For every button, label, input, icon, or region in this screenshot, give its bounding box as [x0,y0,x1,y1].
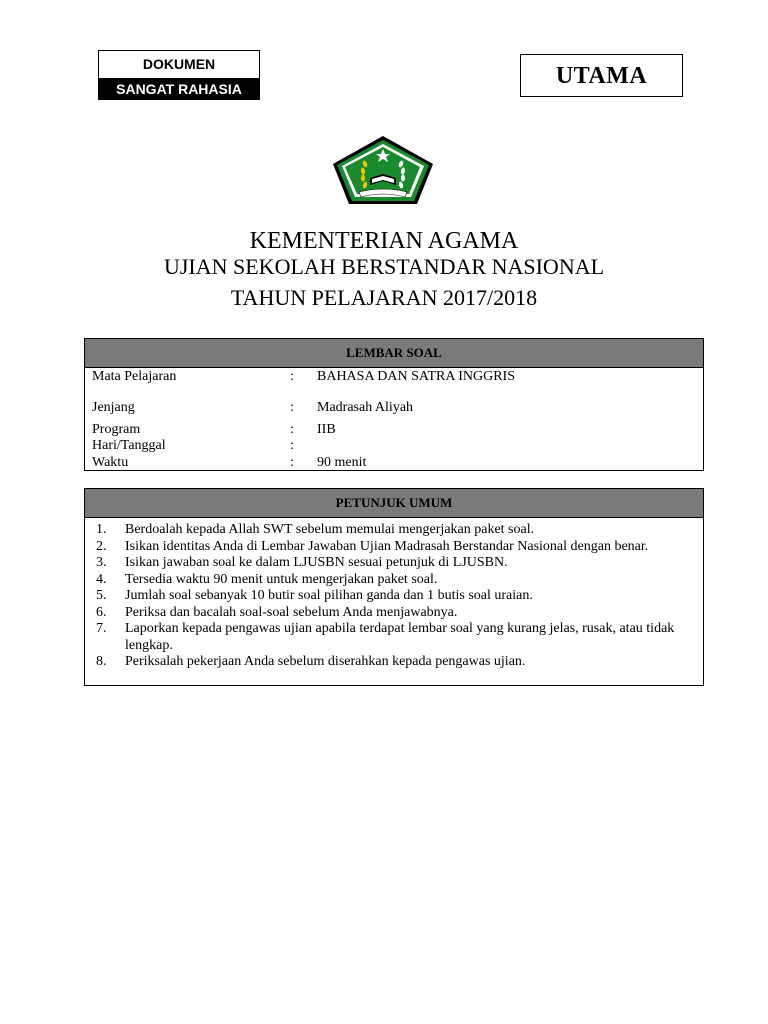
utama-stamp: UTAMA [520,54,683,97]
info-colon: : [290,369,294,384]
petunjuk-umum-table [84,488,704,686]
item-text: Jumlah soal sebanyak 10 butir soal pilihan ganda dan 1 butis soal uraian. [125,588,533,603]
info-value: IIB [317,422,336,437]
item-text: Isikan jawaban soal ke dalam LJUSBN sesuai petunjuk di LJUSBN. [125,555,508,570]
instruction-list [85,518,703,671]
item-number: 7. [96,621,107,636]
info-value: 90 menit [317,455,367,470]
info-label: Jenjang [92,400,135,415]
item-number: 6. [96,604,107,620]
list-item [85,539,703,556]
item-text: Berdoalah kepada Allah SWT sebelum memulai mengerjakan paket soal. [125,522,535,537]
item-number: 1. [96,522,107,537]
badge-line-dokumen: DOKUMEN [99,51,259,78]
list-item [85,605,703,622]
lembar-soal-title: LEMBAR SOAL [85,339,703,368]
item-number: 2. [96,538,107,554]
list-item [85,654,703,671]
badge-line-sangat-rahasia: SANGAT RAHASIA [99,78,259,100]
item-text: Laporkan kepada pengawas ujian apabila terdapat lembar soal yang kurang jelas, rusak, atau tidak lengkap. [125,621,675,653]
document-classification-badge [98,50,260,100]
list-item [85,621,703,654]
item-text: Periksa dan bacalah soal-soal sebelum Anda menjawabnya. [125,604,458,620]
list-item [85,588,703,605]
item-text: Isikan identitas Anda di Lembar Jawaban Ujian Madrasah Berstandar Nasional dengan benar. [125,538,649,554]
header-kementerian-agama: KEMENTERIAN AGAMA [249,228,519,254]
item-number: 5. [96,588,107,603]
info-colon: : [290,438,294,453]
header-ujian-sekolah: UJIAN SEKOLAH BERSTANDAR NASIONAL [163,254,605,279]
lembar-soal-table [84,338,704,471]
item-number: 8. [96,654,107,669]
info-colon: : [290,422,294,437]
item-text: Tersedia waktu 90 menit untuk mengerjakan paket soal. [125,571,438,587]
list-item [85,522,703,539]
petunjuk-umum-title: PETUNJUK UMUM [85,489,703,518]
item-number: 4. [96,571,107,587]
info-label: Waktu [92,455,129,470]
info-label: Hari/Tanggal [92,438,166,453]
info-label: Program [92,422,141,437]
item-number: 3. [96,555,107,570]
info-value: Madrasah Aliyah [317,400,414,415]
info-colon: : [290,455,294,470]
list-item [85,555,703,572]
header-tahun-pelajaran: TAHUN PELAJARAN 2017/2018 [230,285,538,310]
info-label: Mata Pelajaran [92,369,177,384]
info-colon: : [290,400,294,415]
kementerian-agama-emblem-icon [329,134,437,206]
list-item [85,572,703,589]
info-value: BAHASA DAN SATRA INGGRIS [317,369,515,384]
item-text: Periksalah pekerjaan Anda sebelum diserahkan kepada pengawas ujian. [125,654,526,669]
